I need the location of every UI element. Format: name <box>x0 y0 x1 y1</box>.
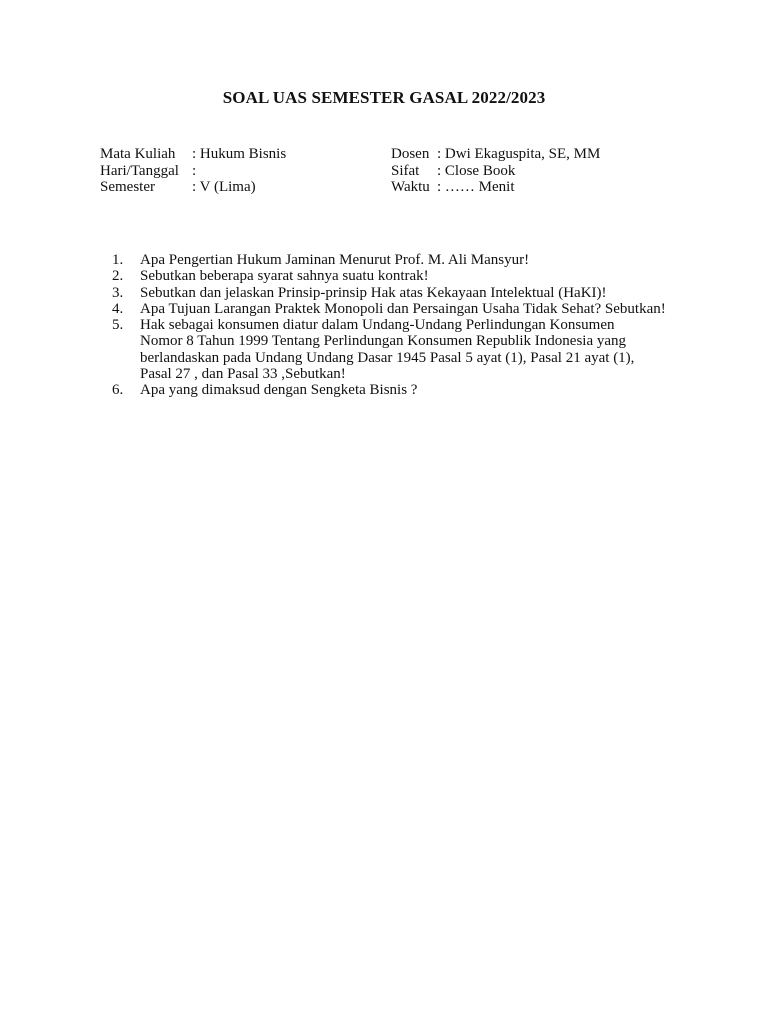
question-item <box>112 252 692 268</box>
info-row-hari-tanggal <box>100 163 286 180</box>
question-number: 3. <box>112 284 124 301</box>
info-label: Waktu <box>391 179 430 195</box>
info-label: Hari/Tanggal <box>100 162 179 179</box>
info-value: : Dwi Ekaguspita, SE, MM <box>437 146 601 162</box>
question-item <box>112 382 692 398</box>
question-number: 4. <box>112 300 124 317</box>
page-title: SOAL UAS SEMESTER GASAL 2022/2023 <box>222 88 546 107</box>
question-text: Sebutkan beberapa syarat sahnya suatu kontrak! <box>140 268 429 285</box>
question-list <box>112 252 692 399</box>
info-label: Sifat <box>391 162 420 179</box>
question-item <box>112 317 692 382</box>
question-text: Sebutkan dan jelaskan Prinsip-prinsip Hak atas Kekayaan Intelektual (HaKI)! <box>140 284 607 301</box>
course-info-right <box>391 146 600 196</box>
question-item <box>112 285 692 301</box>
question-text: Hak sebagai konsumen diatur dalam Undang-Undang Perlindungan Konsumen Nomor 8 Tahun 1999 Tentang Perlindungan Konsumen Republik Indonesia yang berlandaskan pada Undang Undang Dasar 1945 Pasal 5 ayat (1), Pasal 21 ayat (1), Pasal 27 , dan Pasal 33 ,Sebutkan! <box>140 317 635 383</box>
question-item <box>112 268 692 284</box>
info-row-semester <box>100 179 286 196</box>
info-label: Semester <box>100 179 155 195</box>
question-item <box>112 301 692 317</box>
question-number: 1. <box>112 252 124 268</box>
info-row-dosen <box>391 146 600 163</box>
info-value: : V (Lima) <box>192 179 256 195</box>
question-number: 2. <box>112 268 124 285</box>
question-text: Apa Pengertian Hukum Jaminan Menurut Prof. M. Ali Mansyur! <box>140 252 530 268</box>
info-value: : <box>192 162 197 179</box>
info-row-mata-kuliah <box>100 146 286 163</box>
info-row-waktu <box>391 179 600 196</box>
info-row-sifat <box>391 163 600 180</box>
info-label: Dosen <box>391 146 430 162</box>
info-value: : …… Menit <box>437 179 515 195</box>
info-value: : Hukum Bisnis <box>192 146 287 162</box>
question-text: Apa Tujuan Larangan Praktek Monopoli dan Persaingan Usaha Tidak Sehat? Sebutkan! <box>140 300 666 317</box>
question-number: 6. <box>112 382 124 399</box>
question-text: Apa yang dimaksud dengan Sengketa Bisnis ? <box>140 382 418 399</box>
info-value: : Close Book <box>437 162 516 179</box>
info-label: Mata Kuliah <box>100 146 176 162</box>
question-number: 5. <box>112 317 124 334</box>
course-info-left <box>100 146 286 196</box>
